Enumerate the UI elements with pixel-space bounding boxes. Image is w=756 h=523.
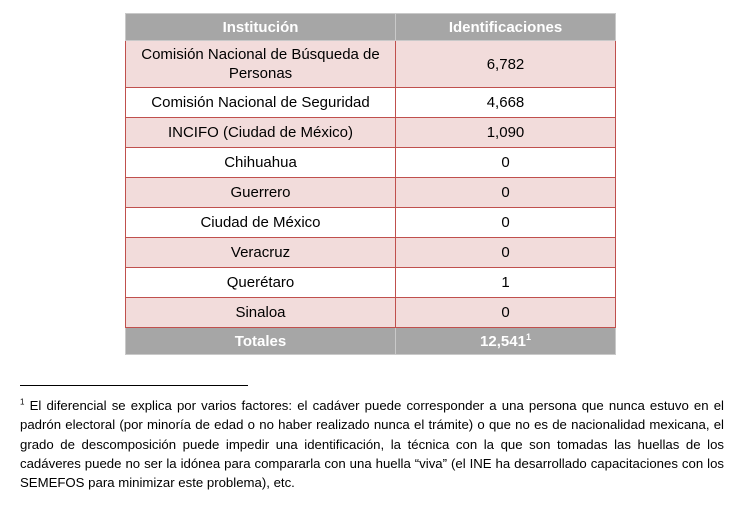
table-row (126, 268, 616, 298)
institution-cell: Querétaro (126, 268, 396, 298)
institution-cell: Comisión Nacional de Seguridad (126, 88, 396, 118)
identifications-cell: 0 (396, 298, 616, 328)
table-row (126, 88, 616, 118)
identifications-cell: 4,668 (396, 88, 616, 118)
institution-cell: Comisión Nacional de Búsqueda de Personas (126, 41, 396, 88)
identifications-cell: 1,090 (396, 118, 616, 148)
totals-value: 12,541 (480, 332, 526, 350)
table-row (126, 148, 616, 178)
table-row (126, 238, 616, 268)
table-row (126, 118, 616, 148)
footnote-text: El diferencial se explica por varios factores: el cadáver puede corresponder a una persona que nunca estuvo en el padrón electoral (por minoría de edad o no haber realizado nunca el trámite) o que no es de nacionalidad mexicana, el grado de descomposición puede impedir una identificación, la técnica con la que son tomadas las huellas de los cadáveres puede no ser la idónea para compararla con una huella “viva” (el INE ha desarrollado capacitaciones con los SEMEFOS para minimizar este problema), etc. (20, 398, 724, 491)
institution-cell: Veracruz (126, 238, 396, 268)
totals-label: Totales (126, 328, 396, 355)
table-header-row (126, 14, 616, 41)
identifications-cell: 0 (396, 178, 616, 208)
institution-cell: Guerrero (126, 178, 396, 208)
identifications-table (125, 13, 616, 355)
institution-cell: Sinaloa (126, 298, 396, 328)
totals-value-cell (396, 328, 616, 355)
footnote (20, 396, 724, 492)
footnote-reference[interactable]: 1 (525, 331, 531, 342)
header-identificaciones: Identificaciones (396, 14, 616, 41)
table-row (126, 298, 616, 328)
totals-row (126, 328, 616, 355)
table-row (126, 208, 616, 238)
table-row (126, 178, 616, 208)
identifications-cell: 6,782 (396, 41, 616, 88)
identifications-table-container (125, 13, 615, 355)
institution-cell: Ciudad de México (126, 208, 396, 238)
identifications-cell: 0 (396, 148, 616, 178)
identifications-cell: 0 (396, 208, 616, 238)
institution-cell: INCIFO (Ciudad de México) (126, 118, 396, 148)
institution-cell: Chihuahua (126, 148, 396, 178)
table-row (126, 41, 616, 88)
identifications-cell: 1 (396, 268, 616, 298)
footnote-separator (20, 385, 248, 386)
footnote-marker: 1 (20, 397, 25, 407)
identifications-cell: 0 (396, 238, 616, 268)
header-institucion: Institución (126, 14, 396, 41)
